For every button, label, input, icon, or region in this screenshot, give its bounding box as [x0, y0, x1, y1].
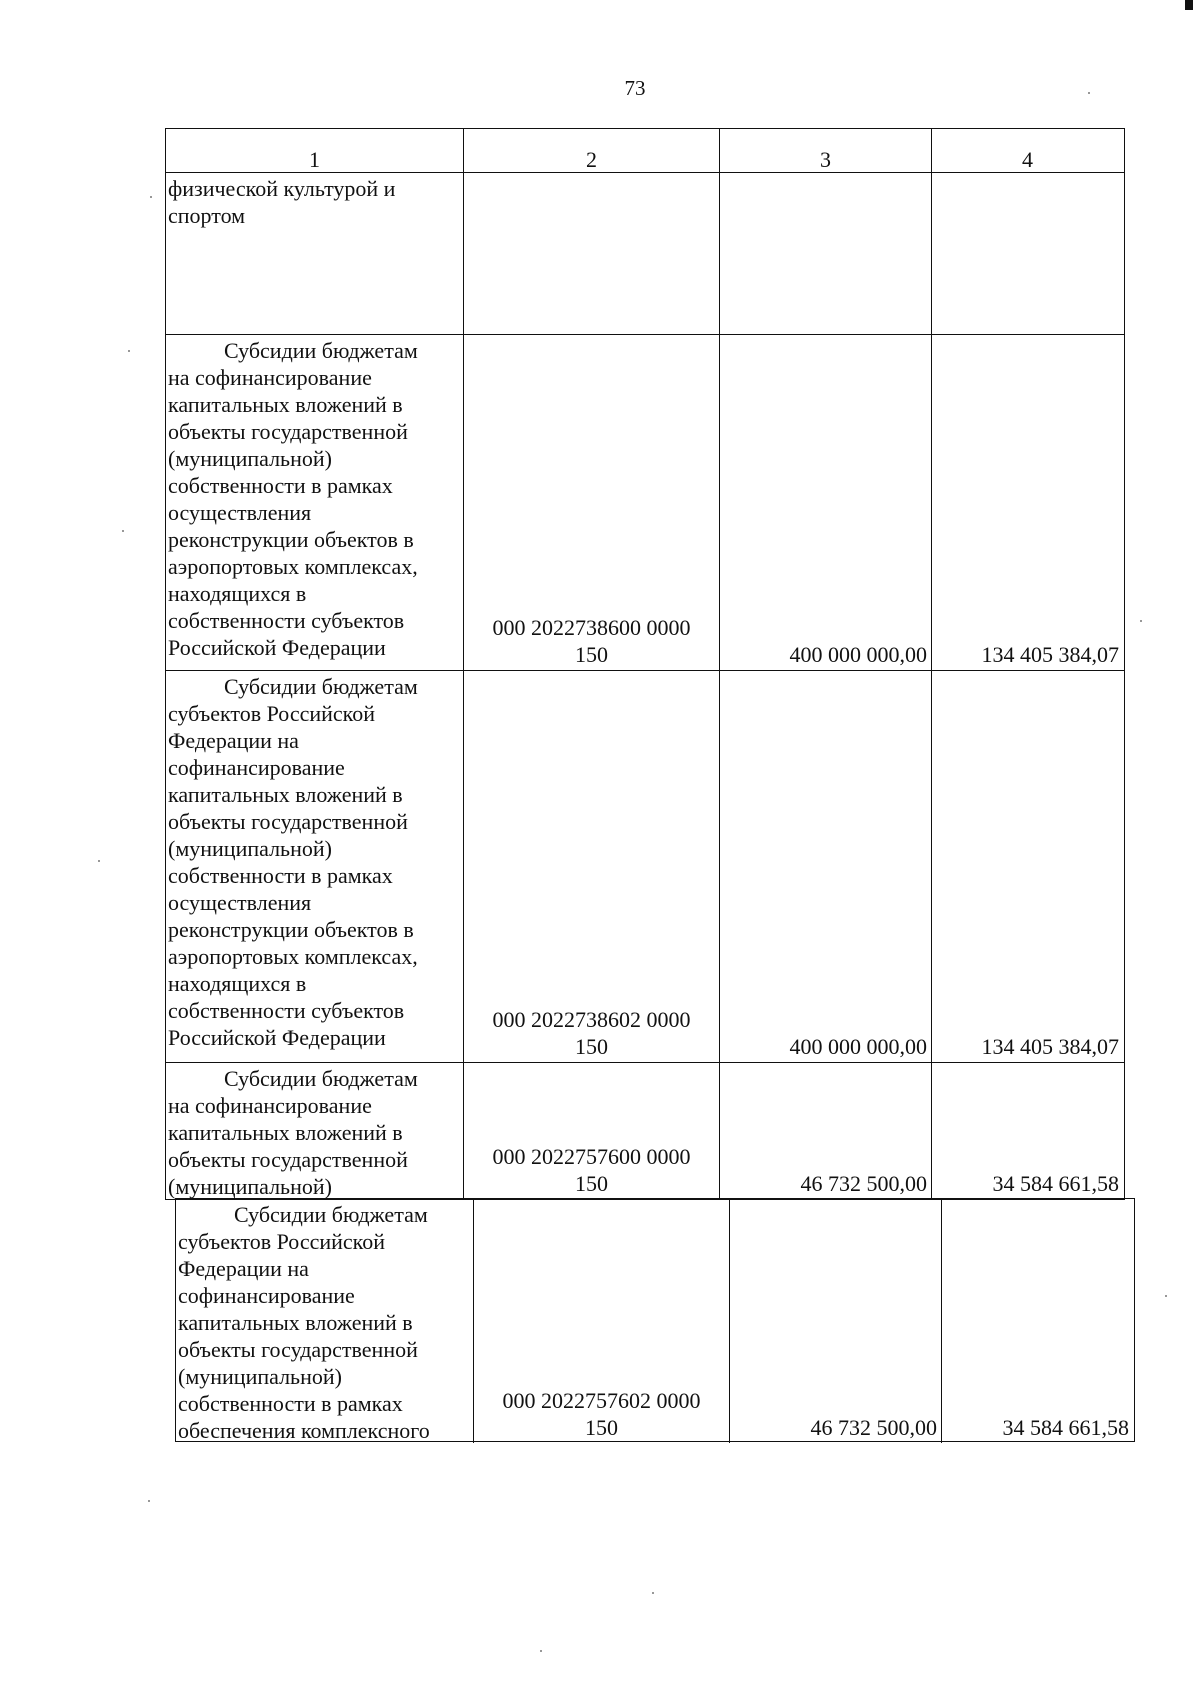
- scan-speck: [148, 1500, 150, 1502]
- scan-speck: [122, 530, 124, 532]
- row-budget-code-line2: 150: [575, 642, 608, 667]
- row-fact-cell: [932, 335, 1123, 670]
- row-fact-cell: [932, 671, 1123, 1062]
- row-budget-code-line1: 000 2022738600 0000: [492, 615, 691, 640]
- row-description-cell: [166, 173, 464, 334]
- table-row: [166, 173, 1124, 335]
- row-budget-code: [464, 614, 719, 668]
- row-code-cell: [464, 1063, 720, 1199]
- scan-speck: [128, 350, 130, 352]
- scan-speck: [98, 860, 100, 862]
- scan-speck: [150, 196, 152, 198]
- row-code-cell: [464, 671, 720, 1062]
- header-col-4: 4: [1022, 147, 1033, 172]
- row-fact-cell: [932, 1063, 1123, 1199]
- row-budget-code-line1: 000 2022757600 0000: [492, 1144, 691, 1169]
- table-row: [166, 335, 1124, 671]
- row-code-cell: [464, 173, 720, 334]
- scan-speck: [1165, 1295, 1167, 1297]
- page-number: 73: [624, 76, 646, 100]
- row-plan-cell: [720, 671, 932, 1062]
- row-description: Субсидии бюджетам субъектов Российской Федерации на софинансирование капитальных вложений в объекты государственной (муниципальной) собственности в рамках осуществления реконструкции объектов в аэропортовых комплексах, находящихся в собственности субъектов Российской Федерации: [168, 674, 418, 1050]
- scan-corner-mark: [1185, 0, 1193, 10]
- header-col-3: 3: [720, 129, 932, 172]
- scan-speck: [1140, 620, 1142, 622]
- row-description: Субсидии бюджетам на софинансирование капитальных вложений в объекты государственной (муниципальной) собственности в рамках осуществления реконструкции объектов в аэропортовых комплексах, находящихся в собственности субъектов Российской Федерации: [168, 338, 418, 660]
- budget-table: [165, 128, 1129, 1578]
- row-description-cell: [166, 335, 464, 670]
- row-description: физической культурой и спортом: [168, 176, 396, 228]
- row-budget-code: [464, 1006, 719, 1060]
- table-header-row: [166, 129, 1124, 173]
- row-plan-amount: 46 732 500,00: [810, 1415, 937, 1440]
- row-plan-amount: 400 000 000,00: [789, 642, 927, 667]
- row-budget-code-line2: 150: [575, 1171, 608, 1196]
- row-description-cell: [176, 1199, 474, 1443]
- row-fact-amount: 34 584 661,58: [992, 1171, 1119, 1196]
- row-fact-cell: [932, 173, 1123, 334]
- row-description: Субсидии бюджетам субъектов Российской Федерации на софинансирование капитальных вложений в объекты государственной (муниципальной) собственности в рамках обеспечения комплексного: [178, 1202, 430, 1443]
- row-description-cell: [166, 1063, 464, 1199]
- row-code-cell: [474, 1199, 730, 1443]
- row-description: Субсидии бюджетам на софинансирование капитальных вложений в объекты государственной (муниципальной): [168, 1066, 418, 1199]
- row-fact-cell: [942, 1199, 1133, 1443]
- scan-speck: [540, 1650, 542, 1652]
- scan-speck: [652, 1592, 654, 1594]
- table-grid-lower: [175, 1198, 1135, 1442]
- table-row: [166, 671, 1124, 1063]
- row-fact-amount: 134 405 384,07: [981, 642, 1119, 667]
- table-grid-upper: [165, 128, 1125, 1200]
- row-description-cell: [166, 671, 464, 1062]
- row-budget-code-line1: 000 2022757602 0000: [502, 1388, 701, 1413]
- header-col-1: 1: [166, 129, 464, 172]
- header-col-2: 2: [464, 129, 720, 172]
- row-budget-code-line2: 150: [585, 1415, 618, 1440]
- row-budget-code: [464, 1143, 719, 1197]
- table-row: [176, 1199, 1134, 1443]
- row-plan-cell: [720, 335, 932, 670]
- row-plan-amount: 46 732 500,00: [800, 1171, 927, 1196]
- row-budget-code-line1: 000 2022738602 0000: [492, 1007, 691, 1032]
- row-plan-amount: 400 000 000,00: [789, 1034, 927, 1059]
- row-plan-cell: [720, 1063, 932, 1199]
- row-budget-code: [474, 1387, 729, 1441]
- scan-speck: [1088, 92, 1090, 94]
- row-plan-cell: [720, 173, 932, 334]
- row-fact-amount: 34 584 661,58: [1002, 1415, 1129, 1440]
- row-plan-cell: [730, 1199, 942, 1443]
- row-code-cell: [464, 335, 720, 670]
- table-row: [166, 1063, 1124, 1199]
- row-fact-amount: 134 405 384,07: [981, 1034, 1119, 1059]
- row-budget-code-line2: 150: [575, 1034, 608, 1059]
